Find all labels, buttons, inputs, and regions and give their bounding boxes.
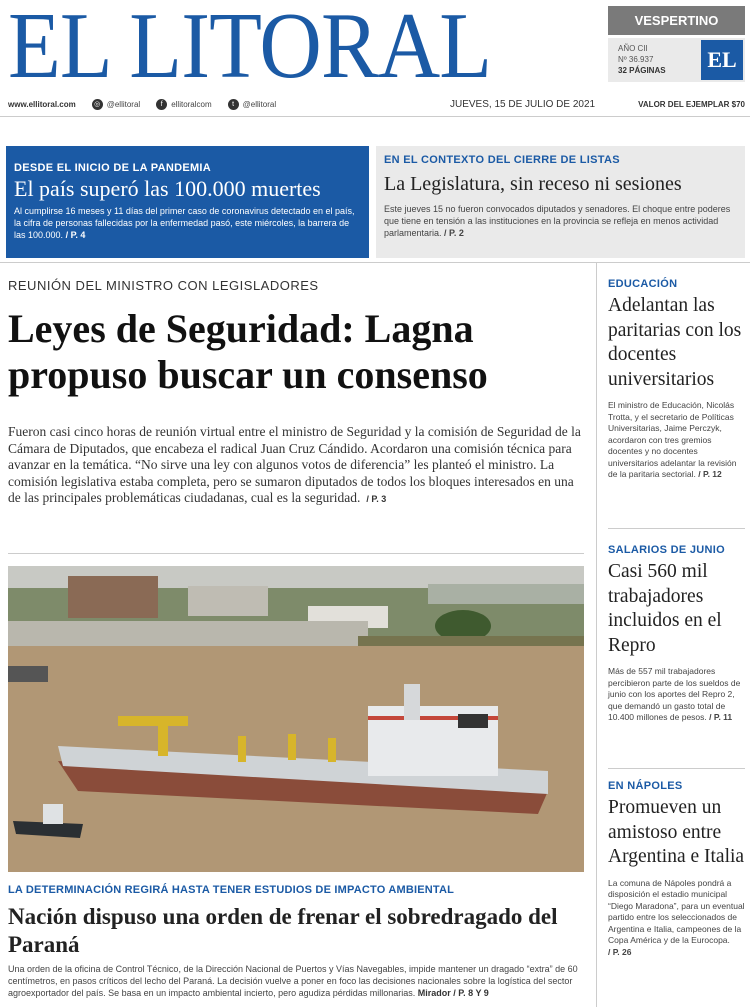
story-body [384,203,737,239]
sidebar-story-education[interactable] [608,278,745,481]
story-headline: Casi 560 mil trabajadores incluidos en el Repro [608,561,722,656]
el-logo: EL [701,40,743,80]
photo-story-body [8,963,584,999]
dredging-ship-photo [8,566,584,872]
instagram-handle[interactable] [92,99,140,110]
page-reference: / P. 3 [366,494,387,504]
instagram-label: @ellitoral [106,99,141,109]
issue-number: Nº 36.937 [618,55,654,64]
section-divider [0,262,750,263]
story-text: Al cumplirse 16 meses y 11 días del primer caso de coronavirus detectado en el país, la cifra de personas fallecidas por la enfermedad pasó, este miércoles, la barrera de las 100.000. [14,206,355,240]
story-kicker: EN EL CONTEXTO DEL CIERRE DE LISTAS [384,154,620,166]
dredging-ship-illustration [8,566,584,872]
story-headline: Promueven un amistoso entre Argentina e Italia [608,797,745,867]
story-body [608,400,745,481]
issue-details [618,43,666,76]
issue-date: JUEVES, 15 DE JULIO DE 2021 [450,98,596,110]
sidebar-separator [608,528,745,529]
story-headline: El país superó las 100.000 muertes [14,176,321,201]
main-story-divider [8,553,584,554]
story-body [14,205,361,241]
story-text: Más de 557 mil trabajadores percibieron parte de los sueldos de junio con los aportes del Repro 2, que demandó un gasto total de 10.400 millones de pesos. [608,666,741,722]
twitter-handle[interactable] [228,99,276,110]
story-body [608,666,745,724]
facebook-handle[interactable] [156,99,211,110]
instagram-icon: ◎ [92,99,103,110]
page-reference: / P. 11 [709,712,733,722]
issue-price: VALOR DEL EJEMPLAR $70 [638,99,745,109]
header-divider [0,116,750,117]
photo-story-text: Una orden de la oficina de Control Técnico, de la Dirección Nacional de Puertos y Vías Navegables, impide mantener un dragado “extra” de 60 centímetros, en pasos críticos del lecho del Paraná. La decisión vuelve a poner en foco las decisiones nacionales sobre la logística del sector agroexportador del país. Se basa en un impacto ambiental incierto, pero agudiza pérdidas millonarias. [8,964,578,998]
info-bar [8,96,745,112]
twitter-label: @ellitoral [242,99,277,109]
story-text: El ministro de Educación, Nicolás Trotta, y el secretario de Políticas Universitarias, Jaime Perczyk, acordaron con tres gremios docentes y no docentes universitarios adelantar la revisión de la paritaria sectorial. [608,400,737,479]
page-reference: / P. 12 [698,469,722,479]
story-body [608,878,745,959]
story-kicker: EN NÁPOLES [608,780,683,792]
newspaper-masthead: EL LITORAL [8,0,492,98]
twitter-icon: t [228,99,239,110]
sidebar-separator [608,768,745,769]
page-reference: / P. 26 [608,946,632,957]
main-story-kicker: REUNIÓN DEL MINISTRO CON LEGISLADORES [8,278,319,293]
story-kicker: SALARIOS DE JUNIO [608,544,725,556]
story-kicker: DESDE EL INICIO DE LA PANDEMIA [14,162,212,174]
facebook-icon: f [156,99,167,110]
page-reference: Mirador / P. 8 Y 9 [417,988,489,998]
main-story-body [8,424,584,508]
story-kicker: EDUCACIÓN [608,278,678,290]
story-text: Este jueves 15 no fueron convocados diputados y senadores. El choque entre poderes que tiene en tensión a las instituciones en la provincia se refleja en menos actividad parlamentaria. [384,204,731,238]
sidebar-divider [596,262,597,1007]
photo-story-kicker: LA DETERMINACIÓN REGIRÁ HASTA TENER ESTUDIOS DE IMPACTO AMBIENTAL [8,884,455,896]
page-reference: / P. 4 [65,230,86,240]
story-headline: Adelantan las paritarias con los docentes universitarios [608,295,742,390]
story-headline: La Legislatura, sin receso ni sesiones [384,173,682,195]
issue-year: AÑO CII [618,44,648,53]
sidebar-story-naples[interactable] [608,780,745,958]
photo-story-headline[interactable]: Nación dispuso una orden de frenar el sobredragado del Paraná [8,904,558,957]
story-text: La comuna de Nápoles pondrá a disposición el estadio municipal “Diego Maradona”, para un eventual partido entre los seleccionados de Argentina e Italia, campeones de la Copa América y de la Eurocopa. [608,877,745,945]
main-story-text: Fueron casi cinco horas de reunión virtual entre el ministro de Seguridad y la comisión de Seguridad de la Cámara de Diputados, que encabeza el radical Juan Cruz Cándido. Acordaron una comisión técnica para avanzar en la temática. “No sirve una ley con algunos votos de diferencia” les planteó el ministro. La comisión legislativa estaba completa, pero se sumaron diputados de todos los bloques interesados en una de las principales problemáticas ciudadanas, cual es la seguridad. [8,424,581,505]
issue-info-box [608,38,745,82]
issue-pages: 32 PÁGINAS [618,66,666,75]
facebook-label: ellitoralcom [171,99,212,109]
pandemic-story[interactable] [6,146,369,258]
sidebar-story-salaries[interactable] [608,544,745,724]
main-story-headline[interactable]: Leyes de Seguridad: Lagna propuso buscar un consenso [8,306,488,397]
website-link[interactable]: www.ellitoral.com [8,99,76,109]
legislature-story[interactable] [376,146,745,258]
edition-badge: VESPERTINO [608,6,745,35]
page-reference: / P. 2 [444,228,464,238]
